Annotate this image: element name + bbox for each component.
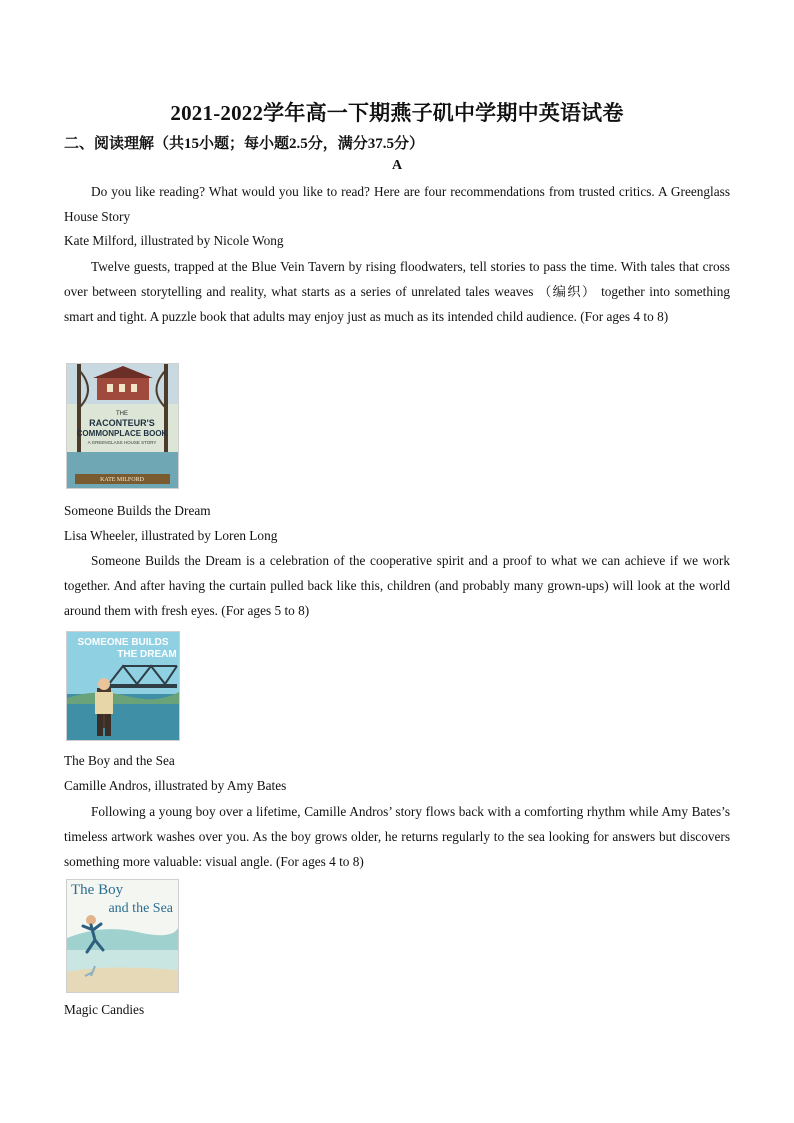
book-2-cover-image	[66, 631, 180, 741]
cover-3-text-1: The Boy	[71, 882, 124, 898]
book-2-description: Someone Builds the Dream is a celebration of the cooperative spirit and a proof to what we can achieve if we work together. And after having the curtain pulled back like this, children (and probably many grown-ups) will look at the world around them with fresh eyes. (For ages 5 to 8)	[64, 553, 730, 618]
cover-1-subtitle: A GREENGLASS HOUSE STORY	[87, 440, 157, 445]
book-2-author: Lisa Wheeler, illustrated by Loren Long	[64, 528, 278, 543]
book-1-description: Twelve guests, trapped at the Blue Vein Tavern by rising floodwaters, tell stories to pass the time. With tales that cross over between storytelling and reality, what starts as a series of unrelated tales weaves （编织） together into something smart and tight. A puzzle book that adults may enjoy just as much as its intended child audience. (For ages 4 to 8)	[64, 259, 730, 324]
part-label: A	[391, 158, 403, 173]
book-2-title: Someone Builds the Dream	[64, 503, 211, 518]
cover-3-text-2: and the Sea	[108, 901, 173, 916]
book-1-author: Kate Milford, illustrated by Nicole Wong	[64, 233, 284, 248]
cover-1-text-1: THE	[116, 411, 128, 417]
cover-2-text-2: THE DREAM	[117, 649, 177, 660]
book-3-author: Camille Andros, illustrated by Amy Bates	[64, 778, 287, 793]
book-1-cover-image	[66, 363, 179, 489]
book-3-description: Following a young boy over a lifetime, Camille Andros’ story flows back with a comforting rhythm while Amy Bates’s timeless artwork washes over you. As the boy grows older, he returns regularly to the sea looking for answers but discovers something more valuable: visual angle. (For ages 4 to 8)	[64, 804, 730, 869]
book-3-cover-image	[66, 879, 179, 993]
section-heading: 二、阅读理解（共15小题；每小题2.5分，满分37.5分）	[64, 136, 425, 152]
intro-paragraph: Do you like reading? What would you like to read? Here are four recommendations from trusted critics. A Greenglass House Story	[64, 184, 730, 224]
book-3-title: The Boy and the Sea	[64, 753, 175, 768]
cover-1-text-3: COMMONPLACE BOOK	[76, 429, 168, 438]
cover-1-text-2: RACONTEUR'S	[89, 418, 155, 428]
cover-1-author: KATE MILFORD	[100, 477, 144, 483]
page-title: 2021-2022学年高一下期燕子矶中学期中英语试卷	[170, 101, 624, 125]
book-4-title: Magic Candies	[64, 1002, 145, 1017]
cover-2-text-1: SOMEONE BUILDS	[77, 637, 169, 648]
